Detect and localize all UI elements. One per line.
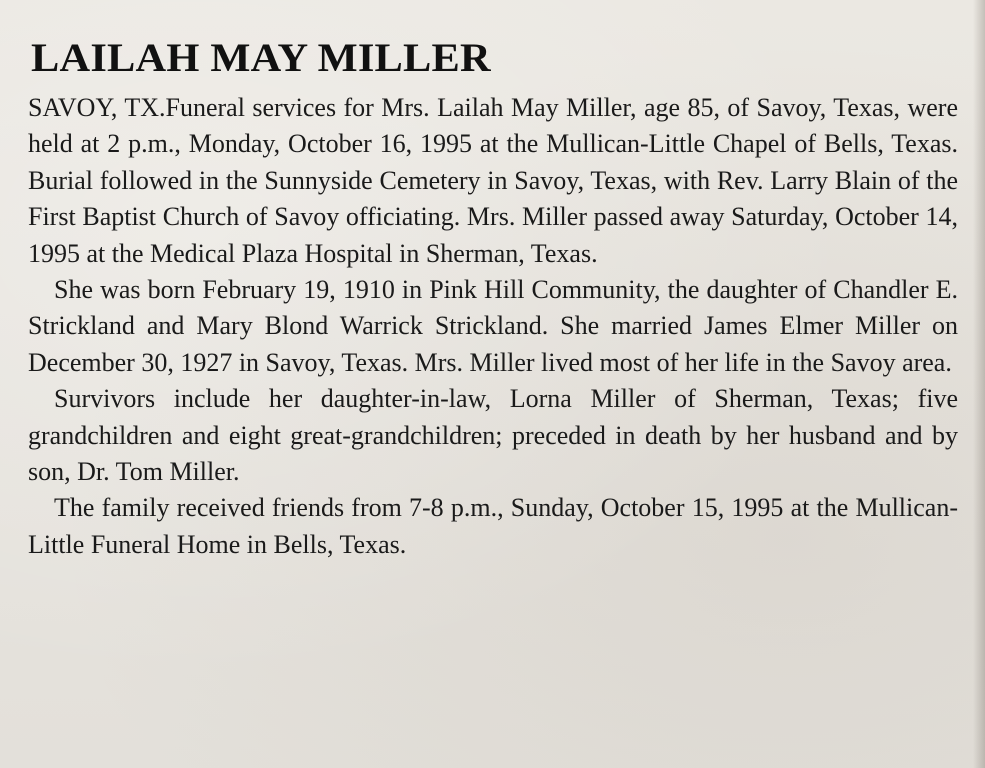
- obituary-paragraph-survivors: Survivors include her daughter-in-law, Lorna Miller of Sherman, Texas; five grandchildren and eight great-grandchildren; preceded in death by her husband and by son, Dr. Tom Miller.: [28, 384, 958, 487]
- obituary-paragraph-visitation: The family received friends from 7-8 p.m., Sunday, October 15, 1995 at the Mullican-Little Funeral Home in Bells, Texas.: [28, 493, 958, 559]
- obituary-paragraph-services: SAVOY, TX.Funeral services for Mrs. Lailah May Miller, age 85, of Savoy, Texas, were held at 2 p.m., Monday, October 16, 1995 at the Mullican-Little Chapel of Bells, Texas. Burial followed in the Sunnyside Cemetery in Savoy, Texas, with Rev. Larry Blain of the First Baptist Church of Savoy officiating. Mrs. Miller passed away Saturday, October 14, 1995 at the Medical Plaza Hospital in Sherman, Texas.: [28, 93, 958, 268]
- obituary-headline: LAILAH MAY MILLER: [31, 35, 491, 80]
- obituary-article: [28, 34, 958, 563]
- obituary-paragraph-birth: She was born February 19, 1910 in Pink Hill Community, the daughter of Chandler E. Strickland and Mary Blond Warrick Strickland. She married James Elmer Miller on December 30, 1927 in Savoy, Texas. Mrs. Miller lived most of her life in the Savoy area.: [28, 275, 958, 377]
- paper-edge-shadow: [973, 0, 985, 768]
